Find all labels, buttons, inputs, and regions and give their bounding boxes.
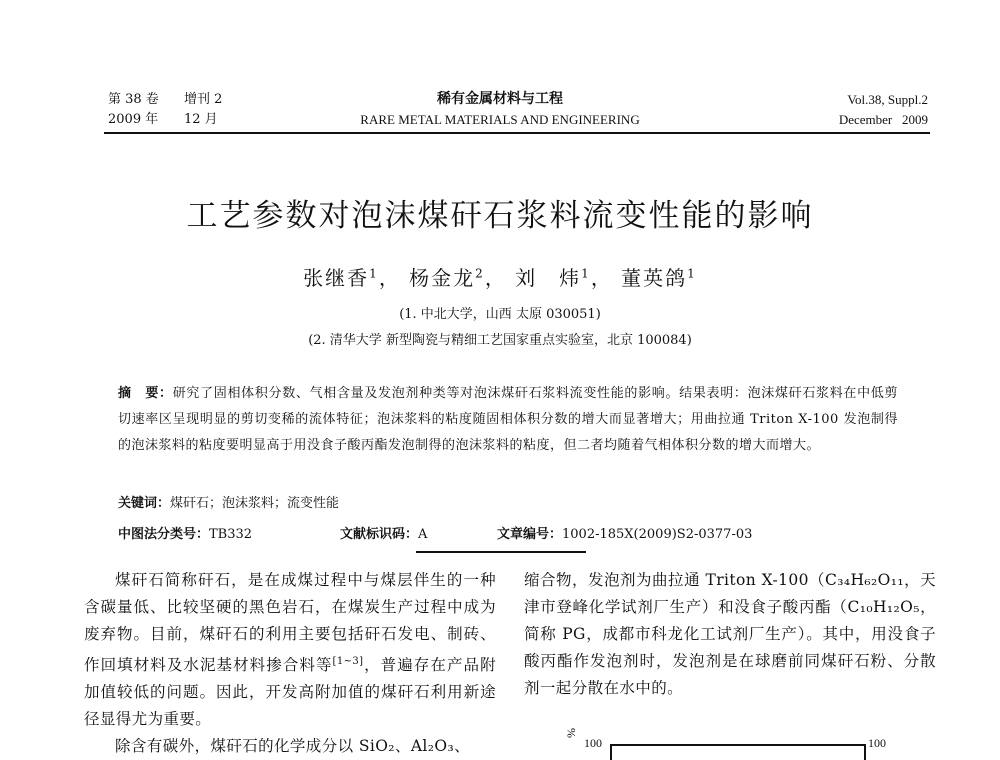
abstract-label: 摘 要： — [118, 386, 173, 401]
keywords-label: 关键词： — [118, 496, 171, 511]
clc-number: 中图法分类号：TB332 — [118, 527, 253, 542]
keywords — [118, 492, 339, 511]
figure-right-tick: 100 — [868, 736, 886, 750]
figure-frame-top — [610, 744, 866, 746]
abstract — [118, 381, 898, 459]
body-paragraph: 煤矸石简称矸石，是在成煤过程中与煤层伴生的一种含碳量低、比较坚硬的黑色岩石，在煤炭生产过程中成为废弃物。目前，煤矸石的利用主要包括矸石发电、制砖、作回填材料及水泥基材料掺合料等[1~3]，普遍存在产品附加值较低的问题。因此，开发高附加值的煤矸石利用新途径显得尤为重要。 — [84, 571, 496, 729]
author-2: 杨金龙$^2$ — [409, 266, 485, 290]
date-en: December 2009 — [838, 112, 928, 127]
author-1: 张继香$^1$ — [303, 266, 379, 290]
document-code: 文献标识码：A — [340, 527, 428, 542]
affiliation-1: (1. 中北大学，山西 太原 030051) — [399, 307, 601, 322]
figure-frame-right — [864, 744, 866, 760]
body-paragraph: 缩合物，发泡剂为曲拉通 Triton X-100（C₃₄H₆₂O₁₁，天津市登峰化学试剂厂生产）和没食子酸丙酯（C₁₀H₁₂O₅，简称 PG，成都市科龙化工试剂厂生产）。其中，用没食子酸丙酯作发泡剂时，发泡剂是在球磨前同煤矸石粉、分散剂一起分散在水中的。 — [524, 571, 936, 697]
section-separator — [416, 551, 586, 553]
year-cn: 2009 年 — [108, 112, 159, 127]
figure-frame-left — [610, 744, 612, 760]
figure-y-unit: % — [564, 728, 578, 738]
author-3: 刘 炜$^1$ — [515, 266, 591, 290]
header-rule — [104, 132, 930, 134]
article-number: 文章编号：1002-185X(2009)S2-0377-03 — [497, 527, 753, 542]
supplement-cn: 增刊 2 — [184, 92, 223, 107]
journal-title-en: RARE METAL MATERIALS AND ENGINEERING — [360, 112, 640, 127]
body-column-left — [84, 567, 496, 760]
figure-left-tick: 100 — [584, 736, 602, 750]
body-column-right — [524, 567, 936, 702]
volume-en: Vol.38, Suppl.2 — [847, 92, 928, 107]
abstract-text: 研究了固相体积分数、气相含量及发泡剂种类等对泡沫煤矸石浆料流变性能的影响。结果表明：泡沫煤矸石浆料在中低剪切速率区呈现明显的剪切变稀的流体特征；泡沫浆料的粘度随固相体积分数的增大而显著增大；用曲拉通 Triton X-100 发泡制得的泡沫浆料的粘度要明显高于用没食子酸丙酯发泡制得的泡沫浆料的粘度，但二者均随着气相体积分数的增大而增大。 — [118, 386, 898, 453]
article-title: 工艺参数对泡沫煤矸石浆料流变性能的影响 — [186, 198, 814, 234]
author-list: 张继香$^1$， 杨金龙$^2$， 刘 炜$^1$， 董英鸽$^1$ — [303, 266, 697, 290]
keywords-text: 煤矸石；泡沫浆料；流变性能 — [170, 496, 340, 511]
volume-cn: 第 38 卷 — [108, 92, 159, 107]
affiliation-2: (2. 清华大学 新型陶瓷与精细工艺国家重点实验室，北京 100084) — [308, 333, 692, 348]
journal-title-cn: 稀有金属材料与工程 — [437, 91, 563, 107]
body-paragraph: 除含有碳外，煤矸石的化学成分以 SiO₂、Al₂O₃、 — [115, 737, 471, 756]
month-cn: 12 月 — [184, 112, 218, 127]
author-4: 董英鸽$^1$ — [621, 266, 697, 290]
